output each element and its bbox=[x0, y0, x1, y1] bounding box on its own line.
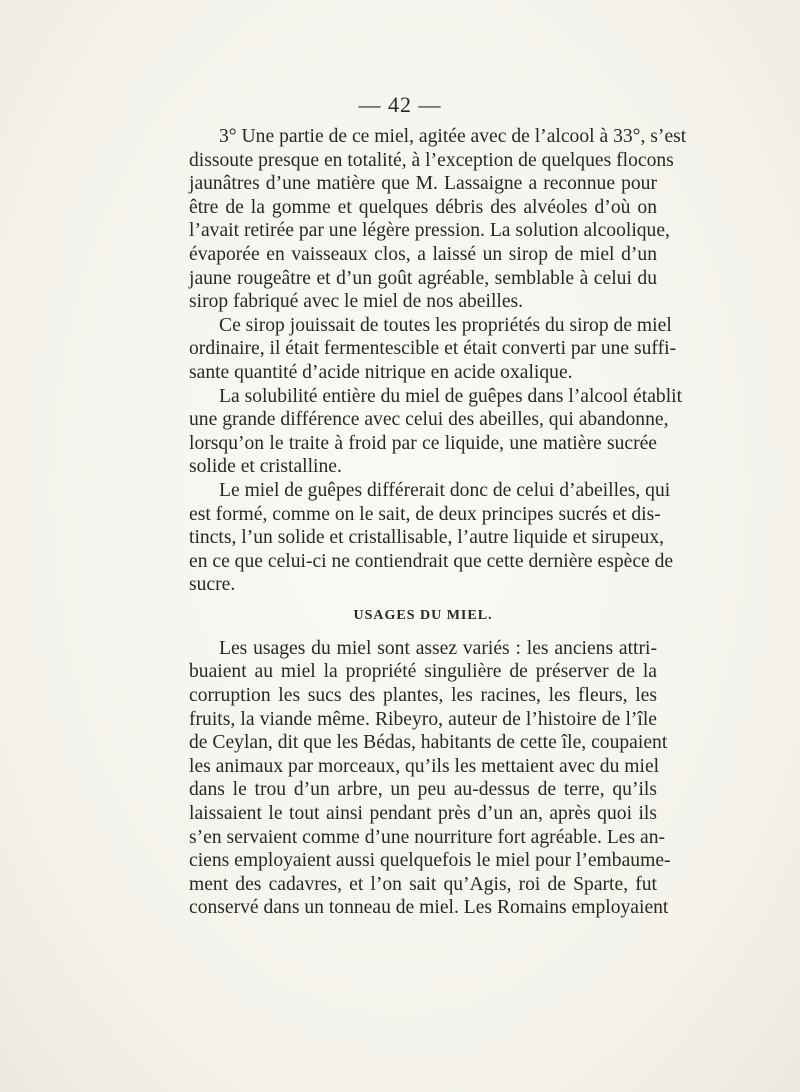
text-line: s’en servaient comme d’une nourriture fort agréable. Les an- bbox=[189, 826, 666, 848]
text-line: La solubilité entière du miel de guêpes dans l’alcool établit bbox=[219, 385, 683, 407]
paragraph bbox=[189, 385, 683, 479]
text-line: 3° Une partie de ce miel, agitée avec de l’alcool à 33°, s’est bbox=[219, 126, 687, 147]
text-line: ordinaire, il était fermentescible et était converti par une suffi- bbox=[189, 338, 677, 360]
text-line: fruits, la viande même. Ribeyro, auteur de l’histoire de l’île bbox=[189, 708, 657, 730]
text-line: évaporée en vaisseaux clos, a laissé un sirop de miel d’un bbox=[189, 243, 657, 265]
paragraph bbox=[189, 637, 671, 920]
section-heading: USAGES DU MIEL. bbox=[353, 607, 493, 623]
text-line: être de la gomme et quelques débris des alvéoles d’où on bbox=[189, 196, 657, 218]
text-line: conservé dans un tonneau de miel. Les Romains employaient bbox=[189, 897, 669, 919]
paragraph bbox=[189, 314, 677, 385]
text-line: Les usages du miel sont assez variés : les anciens attri- bbox=[219, 637, 657, 659]
text-line: jaunâtres d’une matière que M. Lassaigne a reconnue pour bbox=[189, 173, 657, 195]
text-line: ciens employaient aussi quelquefois le miel pour l’embaume- bbox=[189, 850, 671, 872]
text-line: dans le trou d’un arbre, un peu au-dessus de terre, qu’ils bbox=[189, 779, 657, 801]
text-line: dissoute presque en totalité, à l’exception de quelques flocons bbox=[189, 149, 674, 171]
text-line: les animaux par morceaux, qu’ils les mettaient avec du miel bbox=[189, 755, 660, 777]
text-line: laissaient le tout ainsi pendant près d’un an, après quoi ils bbox=[189, 803, 657, 825]
paragraph bbox=[189, 125, 687, 314]
text-line: de Ceylan, dit que les Bédas, habitants de cette île, coupaient bbox=[189, 732, 668, 754]
text-line: jaune rougeâtre et d’un goût agréable, semblable à celui du bbox=[189, 267, 657, 289]
text-line: tincts, l’un solide et cristallisable, l’autre liquide et sirupeux, bbox=[189, 527, 665, 549]
text-line: est formé, comme on le sait, de deux principes sucrés et dis- bbox=[189, 503, 661, 525]
text-line: solide et cristalline. bbox=[189, 456, 342, 478]
text-line: sucre. bbox=[189, 574, 236, 596]
text-line: ment des cadavres, et l’on sait qu’Agis, roi de Sparte, fut bbox=[189, 873, 657, 895]
text-line: en ce que celui-ci ne contiendrait que cette dernière espèce de bbox=[189, 550, 674, 572]
paragraph bbox=[189, 479, 674, 597]
text-line: sante quantité d’acide nitrique en acide oxalique. bbox=[189, 361, 573, 383]
text-line: l’avait retirée par une légère pression. La solution alcoolique, bbox=[189, 220, 670, 242]
text-line: lorsqu’on le traite à froid par ce liquide, une matière sucrée bbox=[189, 432, 657, 454]
text-line: Ce sirop jouissait de toutes les propriétés du sirop de miel bbox=[219, 314, 672, 336]
text-line: corruption les sucs des plantes, les racines, les fleurs, les bbox=[189, 685, 657, 707]
text-line: Le miel de guêpes différerait donc de celui d’abeilles, qui bbox=[219, 479, 671, 501]
body-text bbox=[189, 125, 687, 920]
page-number: — 42 — bbox=[358, 92, 442, 117]
text-line: une grande différence avec celui des abeilles, qui abandonne, bbox=[189, 409, 669, 431]
text-line: sirop fabriqué avec le miel de nos abeilles. bbox=[189, 291, 524, 313]
text-line: buaient au miel la propriété singulière de préserver de la bbox=[189, 661, 657, 683]
